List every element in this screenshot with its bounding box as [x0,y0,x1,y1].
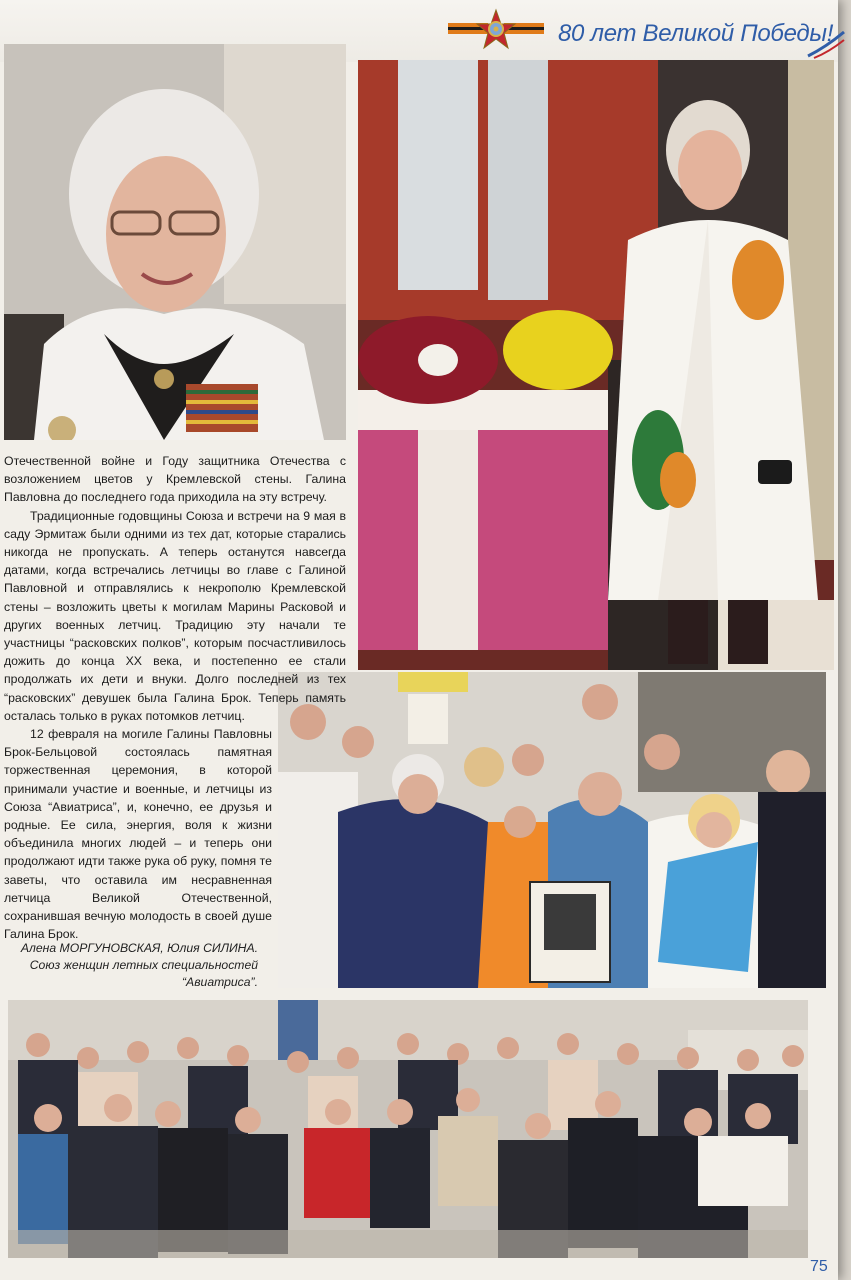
group-photo [278,672,826,988]
paragraph-1: Отечественной войне и Году защитника Отечества с возложением цветов у Кремлевской стены. Галина Павловна до последнего года приходила на эту встречу. [4,454,346,505]
author-credit [8,940,258,991]
paragraph-3: 12 февраля на могиле Галины Павловны Брок-Бельцовой состоялась памятная торжественная церемония, в которой принимали участие и военные, и летчицы из Союза “Авиатриса”, и, конечно, ее друзья и родные. Ее сила, энергия, воля к жизни объединила многих людей – и теперь они продолжают идти также рука об руку, помня те заветы, что оставила им несравненная летчица Великой Отечественной, сохранившая вечную молодость в своей душе Галина Брок. [4,727,272,942]
swoosh-icon [806,30,846,60]
article-text [4,452,346,943]
event-photo [358,60,834,670]
header-title: 80 лет Великой Победы! [558,20,834,47]
large-group-photo [8,1000,808,1258]
author-organization-name: “Авиатриса”. [182,975,258,989]
paragraph-2: Традиционные годовщины Союза и встречи на 9 мая в саду Эрмитаж были одними из тех дат, которые старались никогда не пропускать. А теперь останутся навсегда датами, когда встречались летчицы во главе с Галиной Павловной и отправлялись к некрополю Кремлевской стены – возложить цветы к могилам Марины Расковой и других военных летчиц. Традицию эту начали те участницы “расковских полков”, которым посчастливилось дожить до конца XX века, и постепенно ее стали продолжать их дети и внуки. Долго последней из тех “расковских” девушек была Галина Брок. Теперь память осталась только в руках потомков летчиц. [4,508,346,723]
author-names: Алена МОРГУНОВСКАЯ, Юлия СИЛИНА. [20,941,258,955]
victory-order-emblem-icon [448,8,544,52]
page-number: 75 [810,1258,828,1275]
author-organization: Союз женщин летных специальностей [29,958,258,972]
portrait-photo [4,44,346,440]
